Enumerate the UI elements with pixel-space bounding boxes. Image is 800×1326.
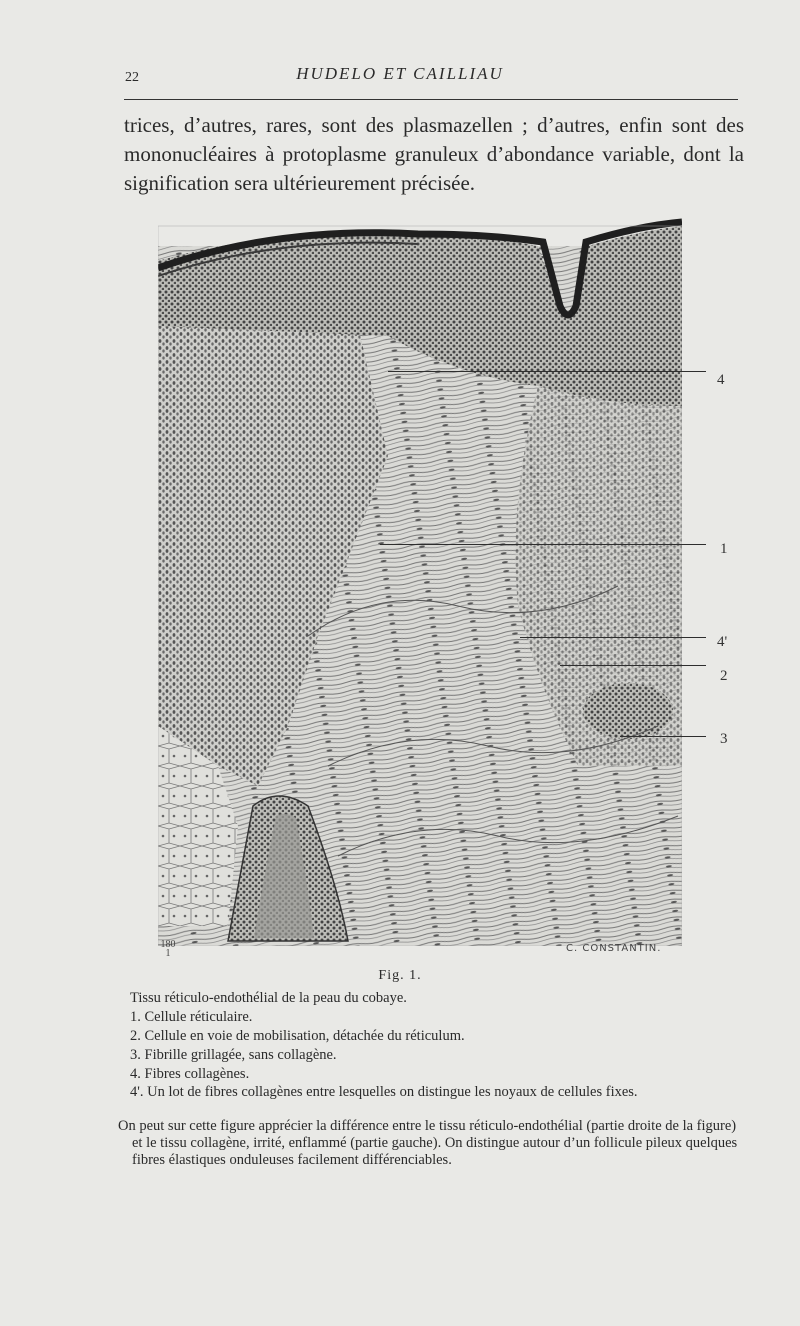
histology-illustration [158,206,682,946]
leader-line-1 [380,544,706,545]
caption-item-4prime: 4'. Un lot de fibres collagènes entre lesquelles on distingue les noyaux de cellules fixes. [130,1084,638,1100]
caption-note: On peut sur cette figure apprécier la différence entre le tissu réticulo-endothélial (partie droite de la figure) et le tissu collagène, irrité, enflammé (partie gauche). On distingue autour d’un follicule pileux quelques fibres élastiques onduleuses facilement différenciables. [118,1118,738,1168]
figure-label-2: 2 [720,668,728,684]
cell-cluster [583,683,673,739]
running-head: HUDELO ET CAILLIAU [296,64,504,83]
figure-title: Fig. 1. [378,968,422,983]
leader-line-2 [560,665,706,666]
signature-left-top: 180 [160,939,176,950]
figure-label-3: 3 [720,731,728,747]
histology-drawing [158,206,682,946]
figure-label-4prime: 4' [717,634,728,650]
signature-left [160,940,176,958]
body-paragraph: trices, d’autres, rares, sont des plasmazellen ; d’autres, enfin sont des mononucléaires à protoplasme granuleux d’abondance variable, dont la signification sera ultérieurement précisée. [124,113,744,195]
header-rule [124,99,738,100]
signature-left-bottom: 1 [165,948,171,959]
figure-label-4: 4 [717,372,725,388]
leader-line-4 [388,371,706,372]
artist-signature: C. CONSTANTIN. [566,943,662,954]
caption-item-4: 4. Fibres collagènes. [130,1066,250,1082]
caption-item-3: 3. Fibrille grillagée, sans collagène. [130,1047,337,1063]
page-number: 22 [125,70,139,85]
caption-item-2: 2. Cellule en voie de mobilisation, détachée du réticulum. [130,1028,465,1044]
leader-line-4prime [520,637,706,638]
caption-item-1: 1. Cellule réticulaire. [130,1009,253,1025]
leader-line-3 [620,736,706,737]
caption-intro: Tissu réticulo-endothélial de la peau du cobaye. [130,990,407,1006]
figure-label-1: 1 [720,541,728,557]
